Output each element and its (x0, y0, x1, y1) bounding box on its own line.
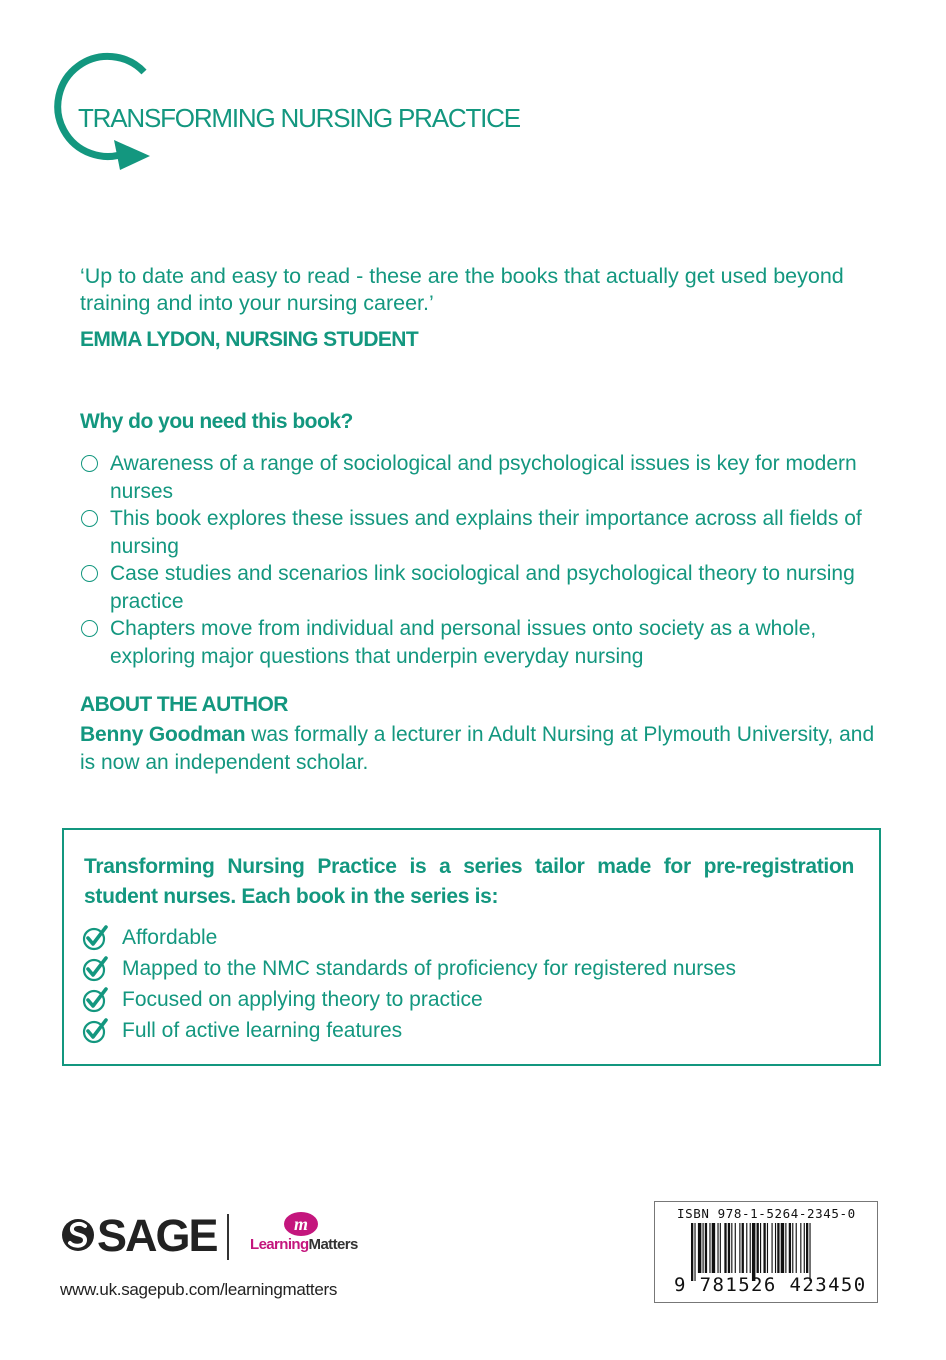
logo-divider (227, 1214, 229, 1260)
checkmark-circle-icon (82, 1018, 108, 1044)
why-item: Case studies and scenarios link sociological and psychological theory to nursing practice (80, 560, 880, 615)
barcode-digits: 9 781526 423450 (674, 1274, 867, 1296)
circle-bullet-icon (81, 565, 98, 582)
barcode-bars (691, 1223, 851, 1281)
barcode-bar (739, 1223, 740, 1273)
why-item: Chapters move from individual and personal issues onto society as a whole, exploring major questions that underpin everyday nursing (80, 615, 880, 670)
about-text (80, 721, 880, 776)
barcode-bar (698, 1223, 701, 1273)
why-item: This book explores these issues and explains their importance across all fields of nursing (80, 505, 880, 560)
barcode-bar (742, 1223, 744, 1273)
feature-item: Affordable (82, 922, 736, 953)
about-heading: ABOUT THE AUTHOR (80, 693, 288, 716)
barcode-bar (800, 1223, 801, 1273)
barcode-bar (781, 1223, 784, 1273)
barcode-bar (775, 1223, 776, 1273)
barcode-bar (691, 1223, 693, 1281)
barcode-bar (712, 1223, 715, 1273)
barcode-bar (709, 1223, 710, 1273)
feature-list (82, 922, 736, 1046)
feature-item: Mapped to the NMC standards of proficiency for registered nurses (82, 953, 736, 984)
barcode-bar (757, 1223, 759, 1273)
circle-bullet-icon (81, 620, 98, 637)
learning-matters-m-icon (283, 1211, 319, 1237)
barcode-bar (767, 1223, 768, 1273)
barcode-bar (735, 1223, 736, 1273)
barcode-bar (752, 1223, 755, 1281)
barcode-bar (717, 1223, 718, 1273)
barcode-bar (806, 1223, 808, 1273)
barcode-bar (804, 1223, 805, 1273)
barcode-bar (772, 1223, 773, 1273)
series-intro: Transforming Nursing Practice is a series tailor made for pre-registration student nurses. Each book in the series is: (84, 855, 854, 908)
barcode-bar (763, 1223, 765, 1273)
publisher-url[interactable]: www.uk.sagepub.com/learningmatters (60, 1280, 338, 1299)
feature-item: Focused on applying theory to practice (82, 984, 736, 1015)
barcode-bar (731, 1223, 732, 1273)
why-item: Awareness of a range of sociological and psychological issues is key for modern nurses (80, 450, 880, 505)
barcode-bar (703, 1223, 704, 1273)
barcode-bar (792, 1223, 793, 1273)
publisher-logos (60, 1210, 370, 1270)
isbn-barcode (654, 1201, 878, 1303)
barcode-bar (705, 1223, 707, 1273)
checkmark-circle-icon (82, 987, 108, 1013)
checkmark-circle-icon (82, 925, 108, 951)
barcode-bar (777, 1223, 779, 1273)
barcode-bar (796, 1223, 797, 1273)
barcode-bar (694, 1223, 695, 1281)
barcode-bar (750, 1223, 751, 1273)
isbn-label: ISBN 978-1-5264-2345-0 (677, 1206, 856, 1221)
lm-learning-text: Learning (250, 1236, 309, 1253)
author-bio: was formally a lecturer in Adult Nursing at Plymouth University, and is now an independent scholar. (80, 723, 875, 774)
review-quote: ‘Up to date and easy to read - these are the books that actually get used beyond training and into your nursing career.’ (80, 264, 844, 315)
barcode-bar (789, 1223, 791, 1273)
svg-text:m: m (293, 1214, 309, 1234)
series-info-box (62, 828, 881, 1066)
checkmark-circle-icon (82, 956, 108, 982)
barcode-bar (728, 1223, 730, 1273)
sage-logo-text: SAGE (97, 1210, 217, 1261)
barcode-bar (746, 1223, 747, 1273)
feature-item: Full of active learning features (82, 1015, 736, 1046)
lm-matters-text: Matters (308, 1236, 358, 1253)
why-list (80, 450, 880, 670)
series-logo (48, 50, 520, 175)
barcode-bar (785, 1223, 786, 1273)
barcode-bar (724, 1223, 726, 1273)
circle-bullet-icon (81, 510, 98, 527)
author-name: Benny Goodman (80, 723, 246, 746)
circle-bullet-icon (81, 455, 98, 472)
why-heading: Why do you need this book? (80, 410, 353, 433)
quote-attribution: EMMA LYDON, NURSING STUDENT (80, 328, 419, 351)
barcode-bar (809, 1223, 810, 1281)
barcode-bar (760, 1223, 761, 1273)
sage-s-icon (60, 1212, 96, 1258)
series-title: TRANSFORMING NURSING PRACTICE (78, 103, 520, 133)
barcode-bar (720, 1223, 721, 1273)
learning-matters-logo (250, 1210, 370, 1260)
